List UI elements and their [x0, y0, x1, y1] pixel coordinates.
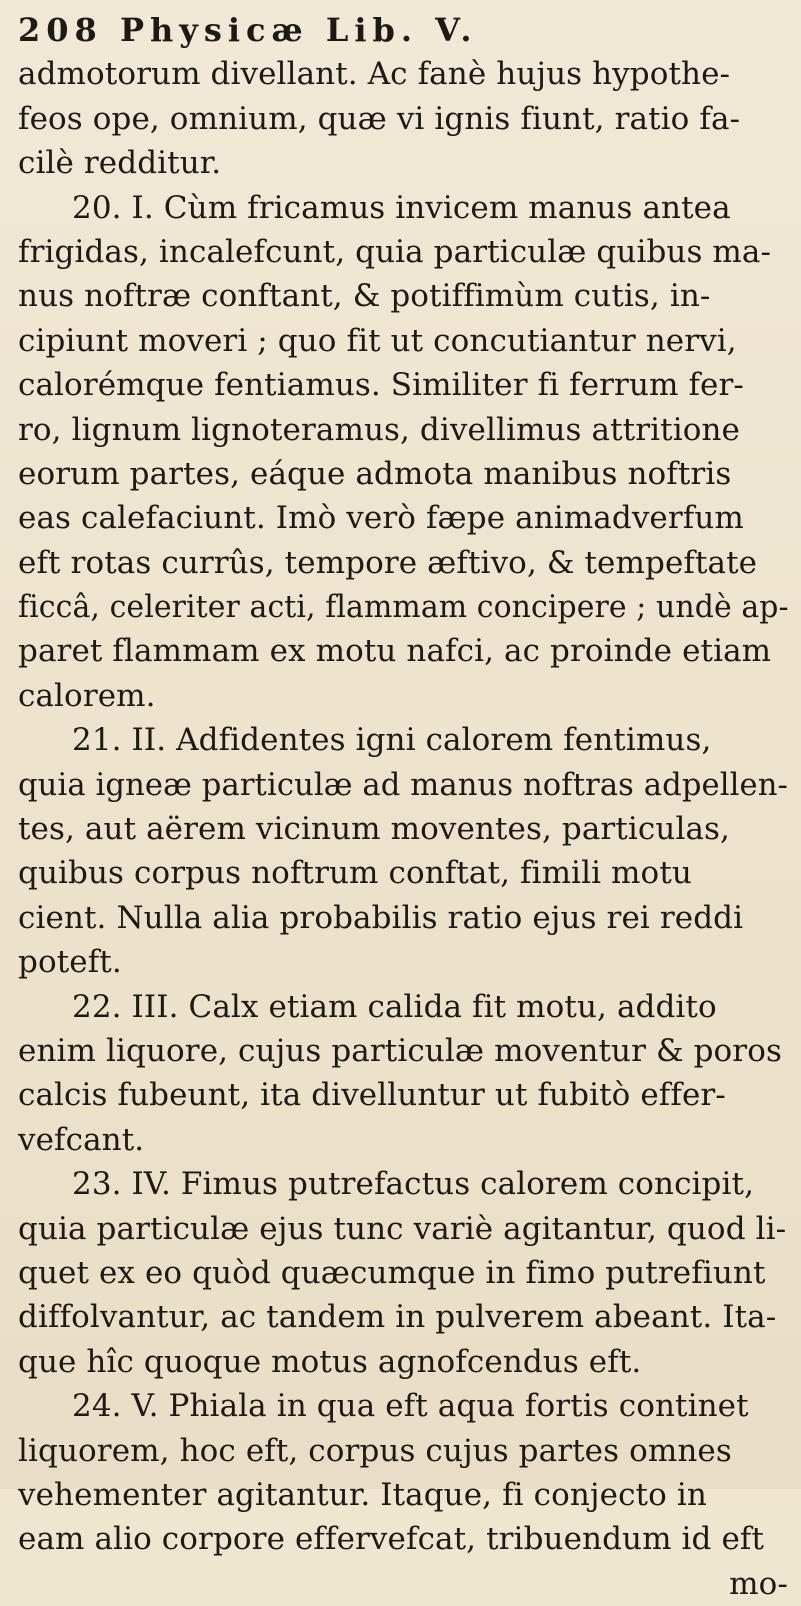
text-line: ro, lignum lignoteramus, divellimus attritione — [18, 411, 740, 448]
text-line: tes, aut aërem vicinum moventes, particulas, — [18, 811, 731, 848]
text-line: cipiunt moveri ; quo fit ut concutiantur nervi, — [18, 322, 737, 359]
text-line: frigidas, incalefcunt, quia particulæ quibus ma- — [18, 233, 772, 270]
text-line: cient. Nulla alia probabilis ratio ejus rei reddi — [18, 899, 744, 936]
text-line: eft rotas currûs, tempore æftivo, & tempeftate — [18, 544, 758, 581]
text-line: 22. III. Calx etiam calida fit motu, addito — [72, 988, 717, 1025]
text-line: 24. V. Phiala in qua eft aqua fortis continet — [72, 1388, 749, 1425]
text-line: eam alio corpore effervefcat, tribuendum id eft — [18, 1521, 765, 1558]
text-line: cilè redditur. — [18, 145, 222, 182]
page-text — [18, 8, 788, 1606]
text-line: liquorem, hoc eft, corpus cujus partes omnes — [18, 1432, 732, 1469]
text-line: poteft. — [18, 944, 122, 981]
text-line: vehementer agitantur. Itaque, fi conjecto in — [18, 1476, 707, 1513]
text-line: 21. II. Adfidentes igni calorem fentimus, — [72, 722, 712, 759]
text-line: quia particulæ ejus tunc variè agitantur, quod li- — [18, 1210, 787, 1247]
text-line: eorum partes, eáque admota manibus noftris — [18, 455, 732, 492]
text-line: quet ex eo quòd quæcumque in fimo putrefiunt — [18, 1254, 766, 1291]
catchword-text: mo- — [729, 1565, 788, 1602]
text-line: 20. I. Cùm fricamus invicem manus antea — [72, 189, 731, 226]
text-line: quibus corpus noftrum conftat, fimili motu — [18, 855, 692, 892]
text-line: enim liquore, cujus particulæ moventur & poros — [18, 1032, 782, 1069]
catchword — [18, 1562, 788, 1606]
text-line: paret flammam ex motu nafci, ac proinde etiam — [18, 633, 772, 670]
text-line: vefcant. — [18, 1121, 145, 1158]
text-line: calorémque fentiamus. Similiter fi ferrum fer- — [18, 367, 745, 404]
text-line: quia igneæ particulæ ad manus noftras adpellen- — [18, 766, 788, 803]
text-line: nus noftræ conftant, & potiffimùm cutis, in- — [18, 278, 711, 315]
running-header: 208 Physicæ Lib. V. — [18, 11, 478, 49]
text-line: 23. IV. Fimus putrefactus calorem concipit, — [72, 1166, 755, 1203]
text-line: que hîc quoque motus agnofcendus eft. — [18, 1343, 642, 1380]
text-line: feos ope, omnium, quæ vi ignis fiunt, ratio fa- — [18, 100, 741, 137]
text-line: admotorum divellant. Ac fanè hujus hypothe- — [18, 56, 731, 93]
text-line: calcis fubeunt, ita divelluntur ut fubitò effer- — [18, 1077, 726, 1114]
text-line: calorem. — [18, 677, 156, 714]
text-line: diffolvantur, ac tandem in pulverem abeant. Ita- — [18, 1299, 777, 1336]
text-line: ficcâ, celeriter acti, flammam concipere ; undè ap- — [18, 589, 789, 626]
text-line: eas calefaciunt. Imò verò fæpe animadverfum — [18, 500, 744, 537]
